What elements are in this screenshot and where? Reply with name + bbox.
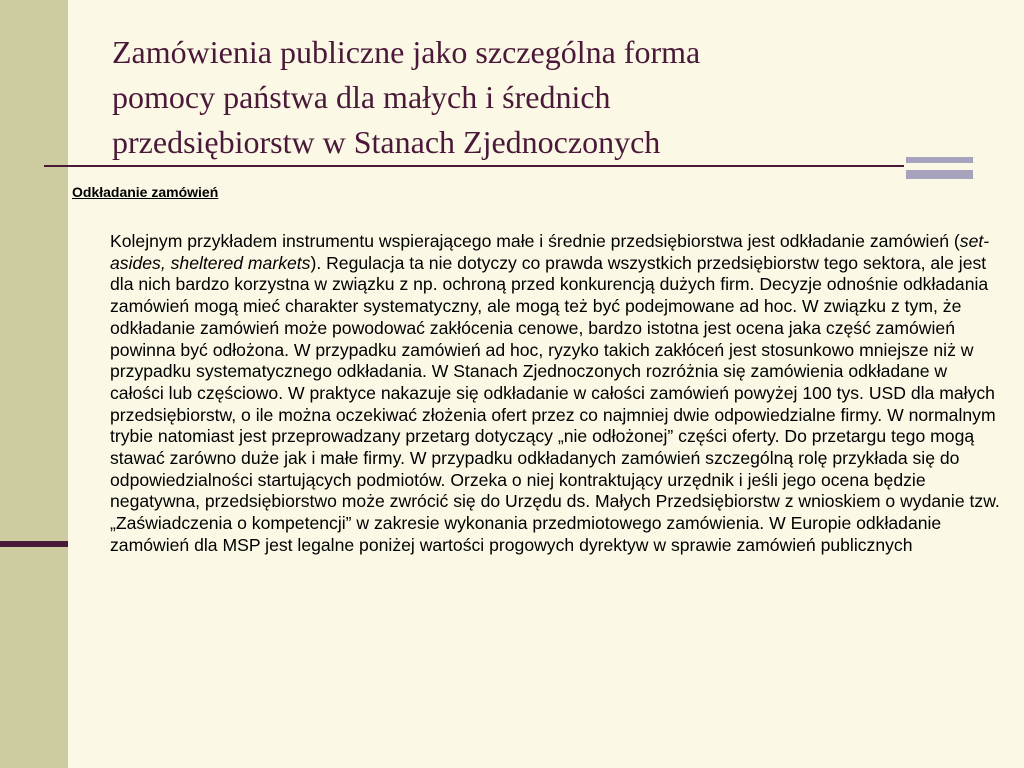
body-paragraph [110, 231, 1000, 557]
title-line: Zamówienia publiczne jako szczególna forma [112, 34, 701, 70]
section-subheading: Odkładanie zamówień [72, 184, 219, 200]
title-underline-rule [44, 165, 904, 167]
slide-title [112, 30, 932, 165]
left-accent-line [0, 541, 68, 547]
body-text-italic: set-asides, sheltered markets [110, 231, 990, 273]
body-text-part: ). Regulacja ta nie dotyczy co prawda wszystkich przedsiębiorstw tego sektora, ale jest dla nich bardzo korzystna w związku z np. ochroną przed konkurencją dużych firm. Decyzje odnośnie odkładania zamówień mogą mieć charakter systematyczny, ale mogą też być podejmowane ad hoc. W związku z tym, że odkładanie zamówień może powodować zakłócenia cenowe, bardzo istotna jest ocena jaka część zamówień powinna być odłożona. W przypadku zamówień ad hoc, ryzyko takich zakłóceń jest stosunkowo mniejsze niż w przypadku systematycznego odkładania. W Stanach Zjednoczonych rozróżnia się zamówienia odkładane w całości lub częściowo. W praktyce nakazuje się odkładanie w całości zamówień powyżej 100 tys. USD dla małych przedsiębiorstw, o ile można oczekiwać złożenia ofert przez co najmniej dwie odpowiedzialne firmy. W normalnym trybie natomiast jest przeprowadzany przetarg dotyczący „nie odłożonej” części oferty. Do przetargu tego mogą stawać zarówno duże jak i małe firmy. W przypadku odkładanych zamówień szczególną rolę przykłada się do odpowiedzialności startujących podmiotów. Orzeka o niej kontraktujący urzędnik i jeśli jego ocena będzie negatywna, przedsiębiorstwo może zwrócić się do Urzędu ds. Małych Przedsiębiorstw z wnioskiem o wydanie tzw. „Zaświadczenia o kompetencji” w zakresie wykonania przedmiotowego zamówienia. W Europie odkładanie zamówień dla MSP jest legalne poniżej wartości progowych dyrektyw w sprawie zamówień publicznych [110, 252, 1000, 555]
title-line: pomocy państwa dla małych i średnich [112, 79, 611, 115]
right-accent-bar-bottom [906, 170, 973, 179]
body-text-part: Kolejnym przykładem instrumentu wspierającego małe i średnie przedsiębiorstwa jest odkładanie zamówień ( [110, 231, 960, 251]
title-line: przedsiębiorstw w Stanach Zjednoczonych [112, 124, 661, 160]
right-accent-bar-top [906, 157, 973, 163]
left-decorative-bar [0, 0, 68, 768]
